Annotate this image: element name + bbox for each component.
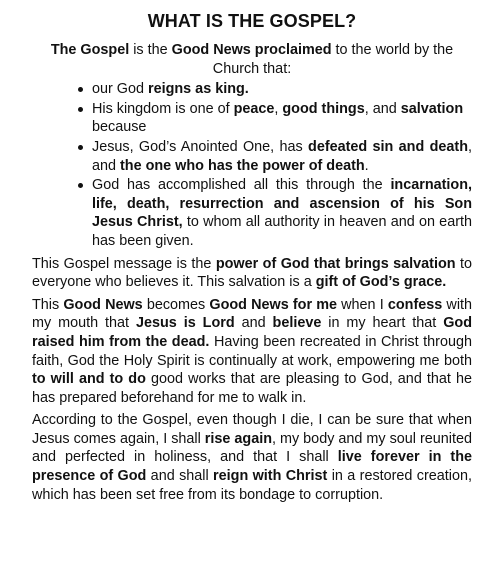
text-run: to the world by the Church that: <box>212 42 454 77</box>
text-run: According to the Gospel, even though I die, I can be sure that when Jesus comes again, I shall <box>32 412 472 447</box>
text-run: with my mouth that <box>32 296 473 332</box>
bullet-item <box>92 80 472 99</box>
text-run: in my heart that <box>321 315 444 332</box>
text-run: in a restored creation, which has been set free from its bondage to corruption. <box>32 468 473 503</box>
bullet-list <box>32 80 472 250</box>
text-run: , and <box>364 100 401 117</box>
text-run: when I <box>337 296 388 313</box>
bold-text: confess <box>387 296 443 313</box>
bullet-item <box>92 176 472 250</box>
bold-text: believe <box>272 315 322 332</box>
text-run: His kingdom is one of <box>92 100 234 117</box>
text-run: to whom all authority in heaven and on earth has been given. <box>92 214 472 249</box>
bold-text: reigns as king. <box>148 81 249 98</box>
bold-text: to will and to do <box>32 371 146 388</box>
bold-text: Good News <box>63 296 143 313</box>
text-run: Jesus, God’s Anointed One, has <box>92 138 309 155</box>
bold-text: rise again <box>204 430 272 447</box>
intro-paragraph <box>32 41 472 78</box>
text-run: is the <box>129 42 172 58</box>
bold-text: salvation <box>400 100 464 117</box>
text-run: , <box>274 100 283 117</box>
bullet-item <box>92 100 472 137</box>
text-run: good works that are pleasing to God, and that he has prepared beforehand for me to walk in. <box>32 371 473 406</box>
bold-text: The Gospel <box>50 42 130 58</box>
text-run: This Gospel message is the <box>32 255 216 272</box>
text-run: and <box>234 315 273 332</box>
bold-text: live forever in the presence of God <box>32 449 472 485</box>
text-run: God has accomplished all this through the <box>92 177 391 194</box>
bold-text: Good News for me <box>209 296 337 313</box>
bold-text: reign with Christ <box>213 468 328 485</box>
text-run: . <box>364 157 369 174</box>
text-run: becomes <box>142 296 210 313</box>
text-run: our God <box>92 81 148 98</box>
text-run: , and <box>92 138 472 174</box>
document <box>32 10 472 504</box>
body-paragraph <box>32 411 472 504</box>
text-run: , my body and my soul reunited and perfected in holiness, and that I shall <box>32 430 472 466</box>
text-run: to everyone who believes it. This salvation is a <box>32 255 472 291</box>
body-paragraph <box>32 296 472 408</box>
bold-text: Jesus is Lord <box>136 315 235 332</box>
bullet-item <box>92 138 472 175</box>
text-run: This <box>32 296 64 313</box>
bold-text: gift of God’s grace. <box>315 274 447 291</box>
bold-text: peace <box>233 100 275 117</box>
bold-text: the one who has the power of death <box>120 157 365 174</box>
text-run: because <box>92 119 147 136</box>
bold-text: defeated sin and death <box>308 138 468 155</box>
bold-text: power of God that brings salvation <box>215 255 456 272</box>
body-paragraph <box>32 255 472 292</box>
bold-text: Good News proclaimed <box>171 42 332 58</box>
text-run: and shall <box>146 468 214 485</box>
text-run: Having been recreated in Christ through faith, God the Holy Spirit is continually at work, empowering me both <box>32 333 472 369</box>
bold-text: incarnation, life, death, resurrection and ascension of his Son Jesus Christ, <box>92 177 472 231</box>
page-title: WHAT IS THE GOSPEL? <box>147 11 357 31</box>
bold-text: good things <box>282 100 365 117</box>
bold-text: God raised him from the dead. <box>32 315 472 350</box>
